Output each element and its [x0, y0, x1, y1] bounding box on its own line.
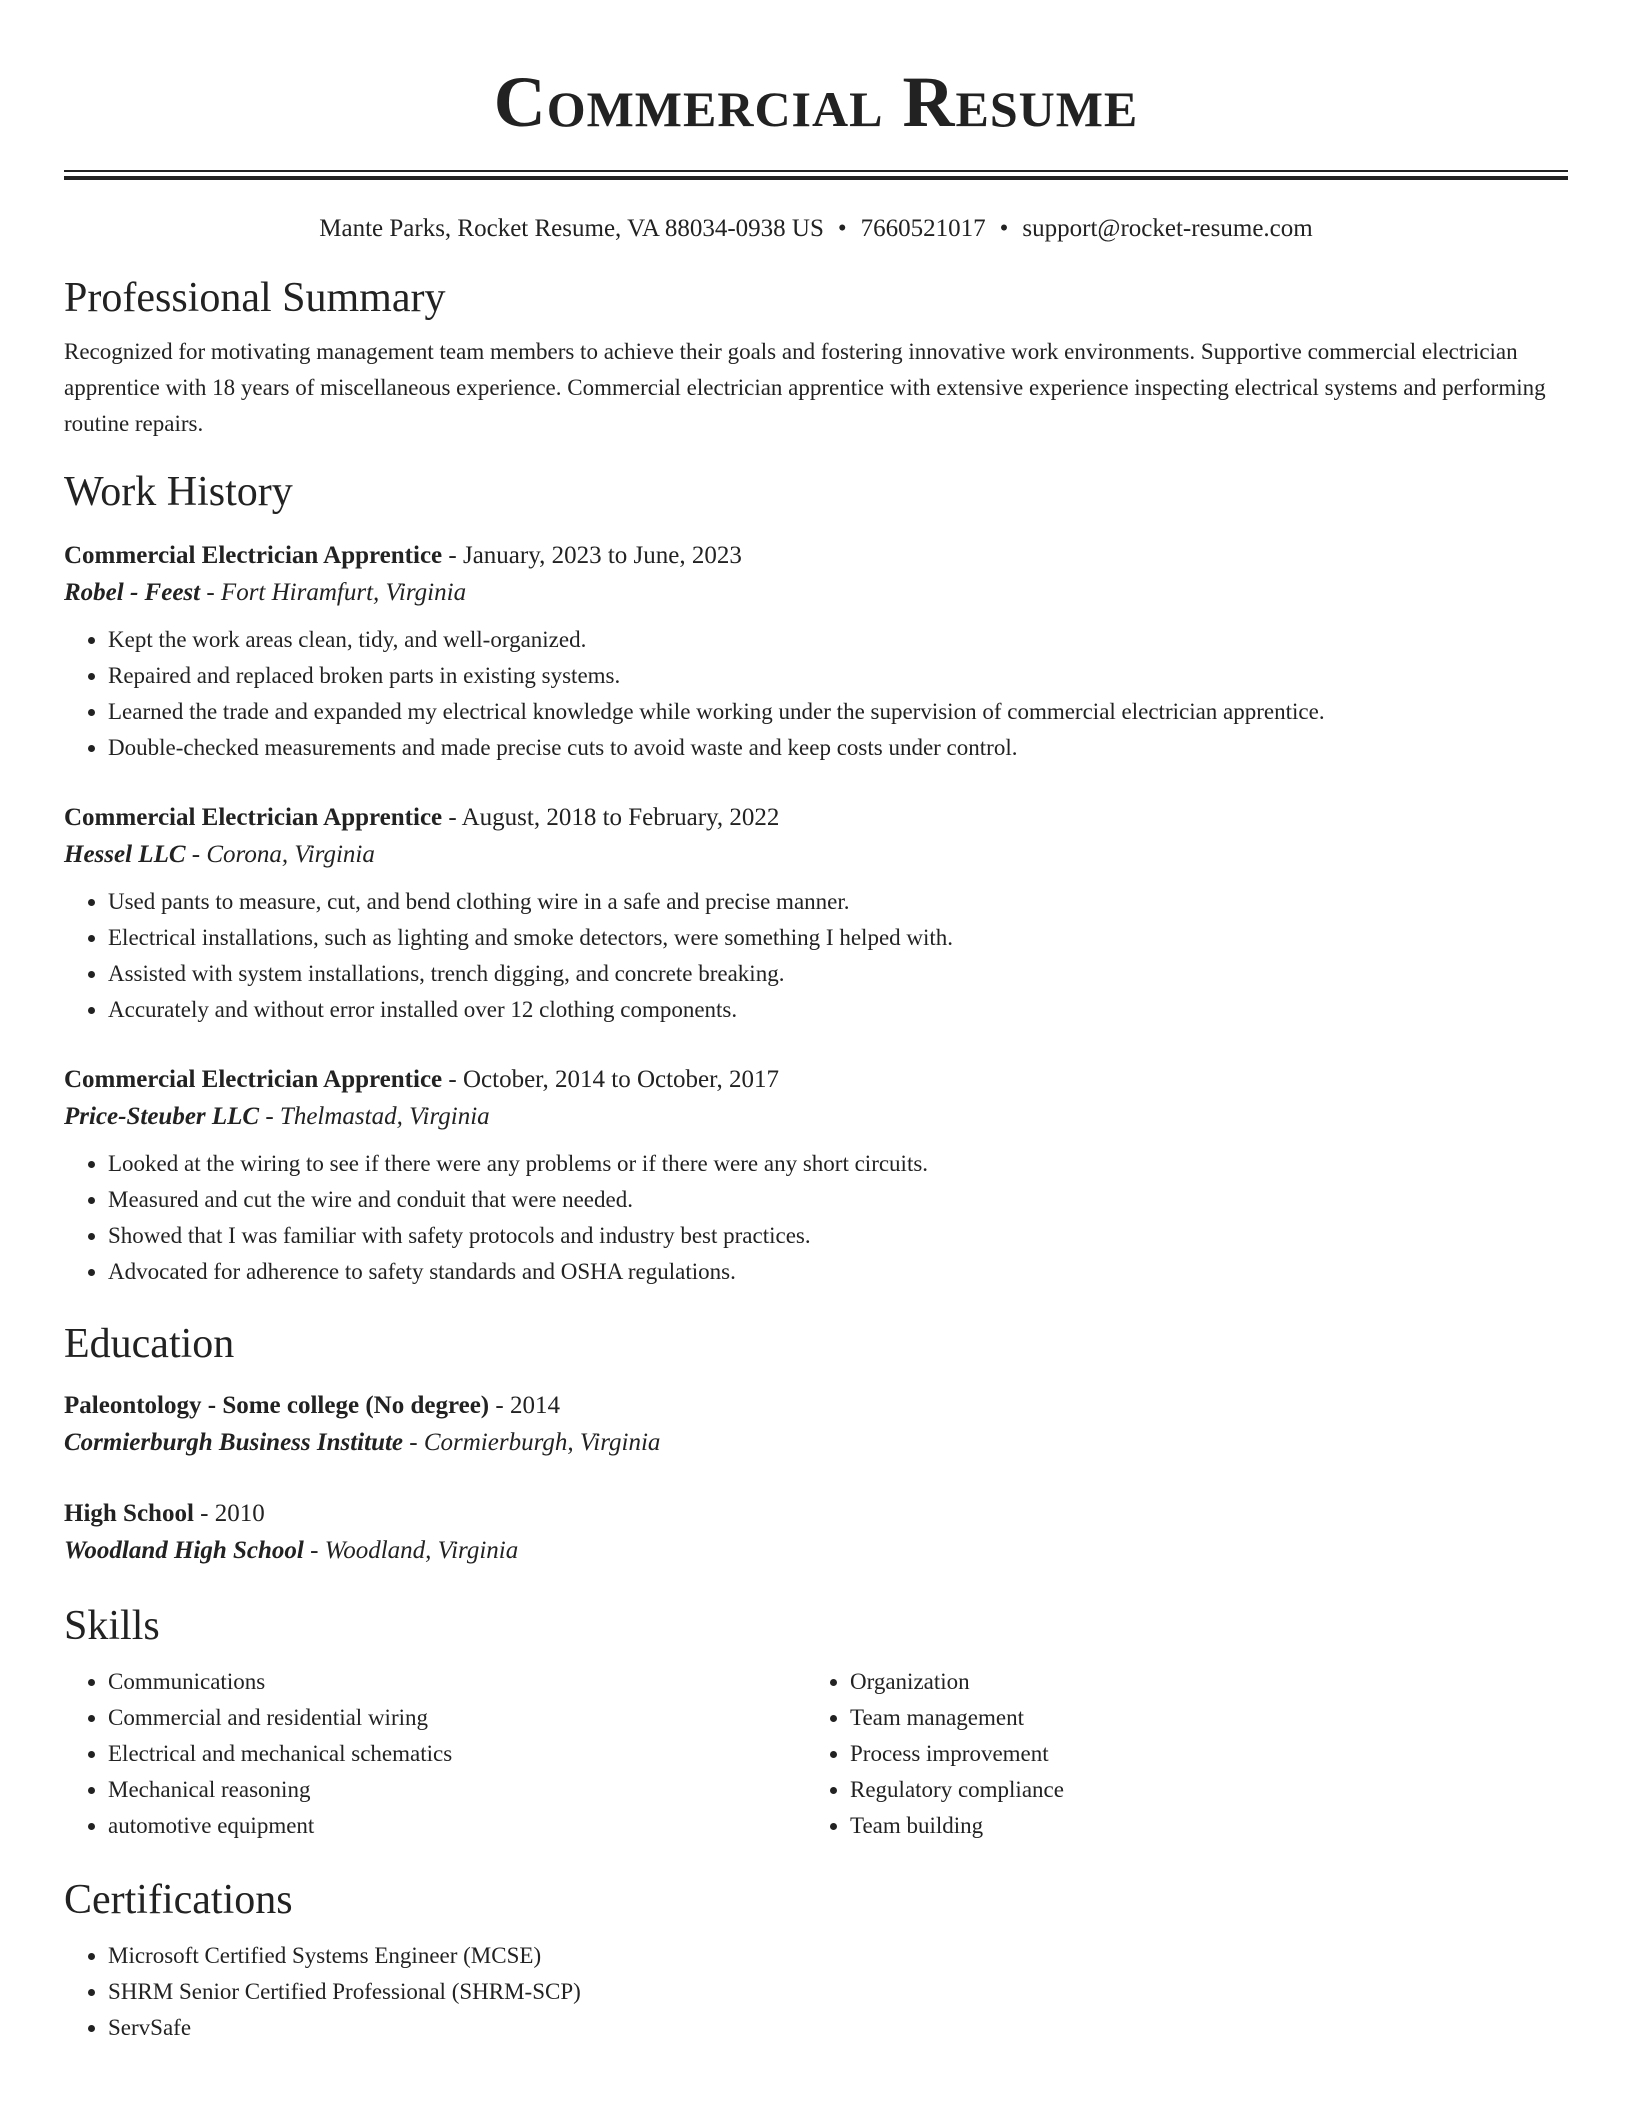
- summary-text: Recognized for motivating management team members to achieve their goals and fostering innovative work environments. Supportive commercial electrician apprentice with 18 years of miscellaneous experience. Commercial electrician apprentice with extensive experience inspecting electrical systems and performing routine repairs.: [64, 339, 1546, 436]
- contact-address: Mante Parks, Rocket Resume, VA 88034-0938 US: [319, 215, 824, 242]
- skill-item: • Mechanical reasoning: [108, 1772, 806, 1808]
- job-bullets: [64, 1146, 1568, 1290]
- summary-heading: Professional Summary: [64, 275, 446, 321]
- job-bullet: • Learned the trade and expanded my electrical knowledge while working under the supervision of commercial electrician apprentice.: [108, 694, 1568, 730]
- work-history-heading: Work History: [64, 469, 293, 515]
- job-bullet: • Used pants to measure, cut, and bend clothing wire in a safe and precise manner.: [108, 884, 1568, 920]
- job-dates: - October, 2014 to October, 2017: [442, 1066, 779, 1093]
- skills-columns: [64, 1664, 1568, 1844]
- skill-item: • Process improvement: [850, 1736, 1550, 1772]
- job-entry: [64, 800, 1568, 1028]
- job-bullet: • Repaired and replaced broken parts in existing systems.: [108, 658, 1568, 694]
- job-bullet: • Accurately and without error installed over 12 clothing components.: [108, 992, 1568, 1028]
- education-location: - Woodland, Virginia: [303, 1537, 519, 1564]
- job-title: Commercial Electrician Apprentice: [64, 804, 443, 831]
- resume-title: Commercial Resume: [493, 62, 1139, 142]
- job-title: Commercial Electrician Apprentice: [64, 1066, 443, 1093]
- certification-item: • SHRM Senior Certified Professional (SHRM-SCP): [108, 1974, 1568, 2010]
- job-location: - Thelmastad, Virginia: [259, 1103, 490, 1130]
- education-location: - Cormierburgh, Virginia: [403, 1429, 661, 1456]
- education-heading: Education: [64, 1321, 235, 1367]
- skill-item: • Regulatory compliance: [850, 1772, 1550, 1808]
- education-degree: High School: [64, 1500, 194, 1527]
- education-year: - 2010: [193, 1500, 265, 1527]
- education-degree: Paleontology - Some college (No degree): [64, 1392, 490, 1419]
- education-year: - 2014: [489, 1392, 560, 1419]
- skills-left-list: [64, 1664, 806, 1844]
- skill-item: • automotive equipment: [108, 1808, 806, 1844]
- certifications-list: [64, 1938, 1568, 2046]
- job-entry: [64, 538, 1568, 766]
- title-divider: [64, 170, 1568, 180]
- skill-item: • Organization: [850, 1664, 1550, 1700]
- contact-email: support@rocket-resume.com: [1022, 215, 1313, 242]
- contact-separator: •: [837, 215, 847, 242]
- certification-item: • ServSafe: [108, 2010, 1568, 2046]
- job-entry: [64, 1062, 1568, 1290]
- education-entry: [64, 1388, 1568, 1462]
- skill-item: • Team management: [850, 1700, 1550, 1736]
- education-school: Cormierburgh Business Institute: [64, 1429, 404, 1456]
- job-dates: - January, 2023 to June, 2023: [442, 542, 742, 569]
- job-bullet: • Looked at the wiring to see if there were any problems or if there were any short circuits.: [108, 1146, 1568, 1182]
- job-employer: Robel - Feest: [64, 579, 201, 606]
- job-bullet: • Kept the work areas clean, tidy, and well-organized.: [108, 622, 1568, 658]
- job-location: - Fort Hiramfurt, Virginia: [200, 579, 467, 606]
- skill-item: • Electrical and mechanical schematics: [108, 1736, 806, 1772]
- job-bullets: [64, 884, 1568, 1028]
- contact-line: [64, 212, 1568, 246]
- skills-right-list: [806, 1664, 1550, 1844]
- contact-phone: 7660521017: [860, 215, 986, 242]
- education-entry: [64, 1496, 1568, 1570]
- skill-item: • Team building: [850, 1808, 1550, 1844]
- job-bullet: • Showed that I was familiar with safety protocols and industry best practices.: [108, 1218, 1568, 1254]
- job-dates: - August, 2018 to February, 2022: [442, 804, 780, 831]
- job-employer: Hessel LLC: [64, 841, 186, 868]
- job-employer: Price-Steuber LLC: [64, 1103, 260, 1130]
- job-bullet: • Measured and cut the wire and conduit that were needed.: [108, 1182, 1568, 1218]
- certifications-heading: Certifications: [64, 1877, 293, 1923]
- job-bullet: • Advocated for adherence to safety standards and OSHA regulations.: [108, 1254, 1568, 1290]
- job-location: - Corona, Virginia: [185, 841, 375, 868]
- certification-item: • Microsoft Certified Systems Engineer (MCSE): [108, 1938, 1568, 1974]
- job-bullet: • Double-checked measurements and made precise cuts to avoid waste and keep costs under control.: [108, 730, 1568, 766]
- job-title: Commercial Electrician Apprentice: [64, 542, 443, 569]
- education-school: Woodland High School: [64, 1537, 304, 1564]
- job-bullets: [64, 622, 1568, 766]
- skills-heading: Skills: [64, 1603, 160, 1649]
- job-bullet: • Electrical installations, such as lighting and smoke detectors, were something I helped with.: [108, 920, 1568, 956]
- job-bullet: • Assisted with system installations, trench digging, and concrete breaking.: [108, 956, 1568, 992]
- contact-separator: •: [999, 215, 1009, 242]
- skill-item: • Commercial and residential wiring: [108, 1700, 806, 1736]
- resume-page: [64, 0, 1568, 2046]
- skill-item: • Communications: [108, 1664, 806, 1700]
